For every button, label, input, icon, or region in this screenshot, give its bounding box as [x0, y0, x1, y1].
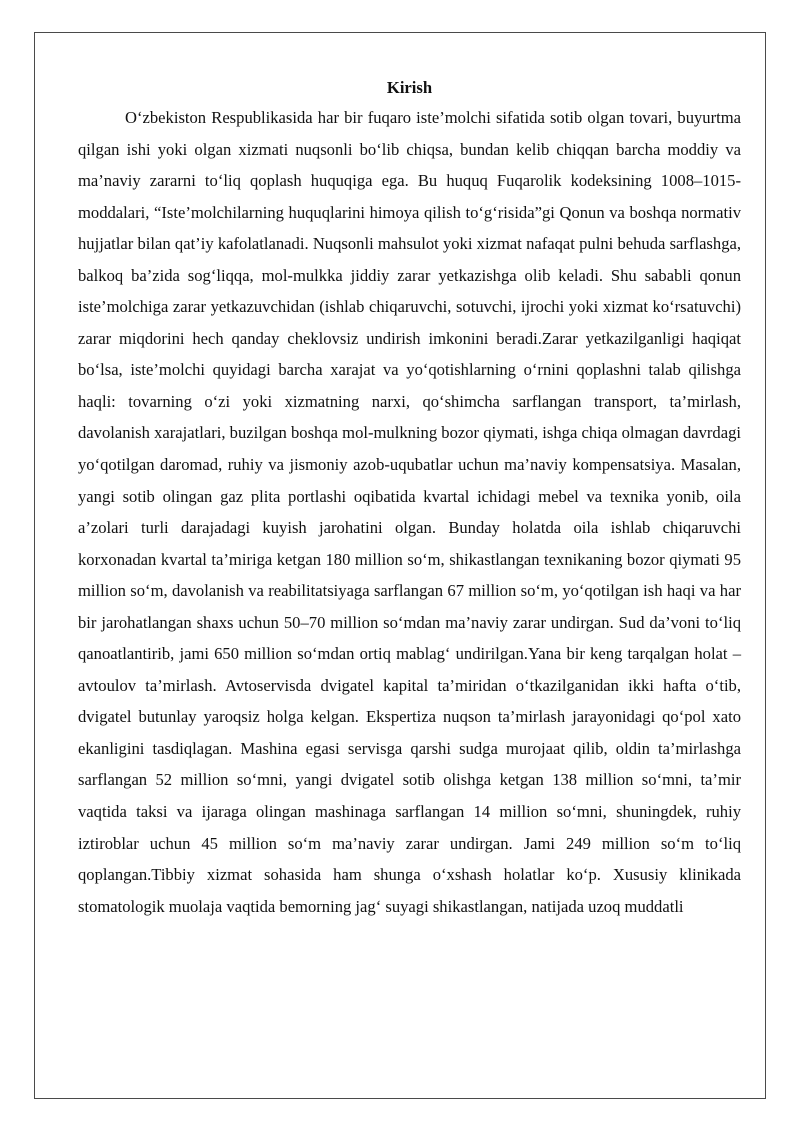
- body-paragraph: O‘zbekiston Respublikasida har bir fuqaro iste’molchi sifatida sotib olgan tovari, buyurtma qilgan ishi yoki olgan xizmati nuqsonli bo‘lib chiqsa, bundan kelib chiqqan barcha moddiy va ma’naviy zararni to‘liq qoplash huquqiga ega. Bu huquq Fuqarolik kodeksining 1008–1015-moddalari, “Iste’molchilarning huquqlarini himoya qilish to‘g‘risida”gi Qonun va boshqa normativ hujjatlar bilan qat’iy kafolatlanadi. Nuqsonli mahsulot yoki xizmat nafaqat pulni behuda sarflashga, balkoq ba’zida sog‘liqqa, mol-mulkka jiddiy zarar yetkazishga olib keladi. Shu sababli qonun iste’molchiga zarar yetkazuvchidan (ishlab chiqaruvchi, sotuvchi, ijrochi yoki xizmat ko‘rsatuvchi) zarar miqdorini hech qanday cheklovsiz undirish imkonini beradi.Zarar yetkazilganligi haqiqat bo‘lsa, iste’molchi quyidagi barcha xarajat va yo‘qotishlarning o‘rnini qoplashni talab qilishga haqli: tovarning o‘zi yoki xizmatning narxi, qo‘shimcha sarflangan transport, ta’mirlash, davolanish xarajatlari, buzilgan boshqa mol-mulkning bozor qiymati, ishga chiqa olmagan davrdagi yo‘qotilgan daromad, ruhiy va jismoniy azob-uqubatlar uchun ma’naviy kompensatsiya. Masalan, yangi sotib olingan gaz plita portlashi oqibatida kvartal ichidagi mebel va texnika yonib, oila a’zolari turli darajadagi kuyish jarohatini olgan. Bunday holatda oila ishlab chiqaruvchi korxonadan kvartal ta’miriga ketgan 180 million so‘m, shikastlangan texnikaning bozor qiymati 95 million so‘m, davolanish va reabilitatsiyaga sarflangan 67 million so‘m, yo‘qotilgan ish haqi va har bir jarohatlangan shaxs uchun 50–70 million so‘mdan ma’naviy zarar undirgan. Sud da’voni to‘liq qanoatlantirib, jami 650 million so‘mdan ortiq mablag‘ undirilgan.Yana bir keng tarqalgan holat – avtoulov ta’mirlash. Avtoservisda dvigatel kapital ta’miridan o‘tkazilganidan ikki hafta o‘tib, dvigatel butunlay yaroqsiz holga kelgan. Ekspertiza nuqson ta’mirlash jarayonidagi qo‘pol xato ekanligini tasdiqlagan. Mashina egasi servisga qarshi sudga murojaat qilib, oldin ta’mirlashga sarflangan 52 million so‘mni, yangi dvigatel sotib olishga ketgan 138 million so‘mni, ta’mir vaqtida taksi va ijaraga olingan mashinaga sarflangan 14 million so‘mni, shuningdek, ruhiy iztiroblar uchun 45 million so‘m ma’naviy zarar undirgan. Jami 249 million so‘m to‘liq qoplangan.Tibbiy xizmat sohasida ham shunga o‘xshash holatlar ko‘p. Xususiy klinikada stomatologik muolaja vaqtida bemorning jag‘ suyagi shikastlangan, natijada uzoq muddatli: [78, 108, 741, 916]
- document-title: Kirish: [386, 78, 433, 97]
- page-content: [78, 74, 741, 922]
- document-page: [34, 32, 766, 1099]
